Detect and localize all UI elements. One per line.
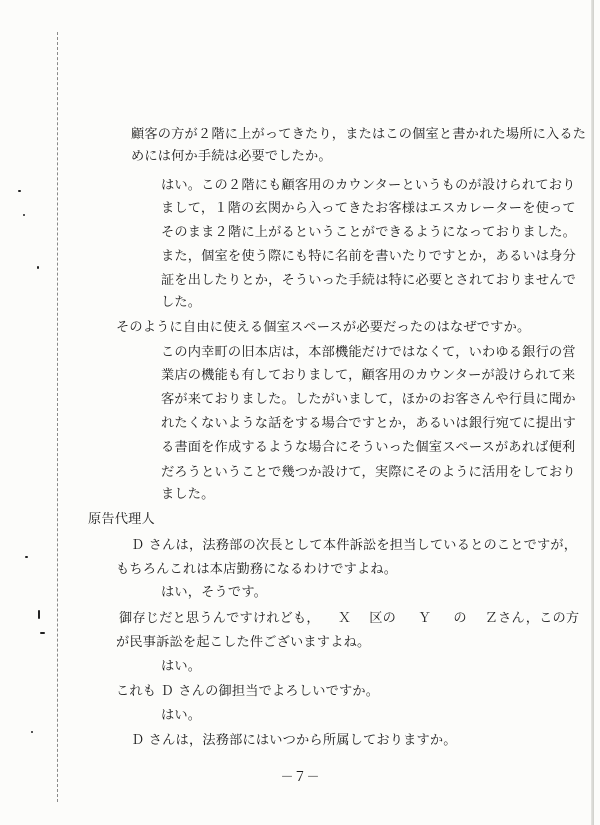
text-line: だろうということで幾つか設けて，実際にそのように活用をしており — [161, 465, 576, 480]
text-segment: Ｚさん，この方 — [484, 611, 580, 626]
text-line: はい。 — [161, 659, 202, 674]
text-segment: 区の — [369, 611, 396, 626]
margin-line — [57, 32, 58, 802]
redacted-name: Ｙ — [417, 611, 432, 626]
text-line: 業店の機能も有しておりまして，顧客用のカウンターが設けられて来 — [161, 368, 576, 383]
text-line: もちろんこれは本店勤務になるわけですよね。 — [116, 562, 398, 577]
text-line: れたくないような話をする場合ですとか，あるいは銀行宛てに提出す — [161, 416, 577, 431]
text-line: また，個室を使う際にも特に名前を書いたりですとか，あるいは身分 — [161, 249, 577, 264]
scan-speck — [38, 610, 40, 619]
text-line: る書面を作成するような場合にそういった個室スペースがあれば便利 — [161, 440, 576, 455]
text-line: Ｄ さんは，法務部にはいつから所属しておりますか。 — [131, 733, 457, 748]
text-line: 客が来ておりました。したがいまして，ほかのお客さんや行員に聞か — [161, 392, 576, 407]
text-line: はい。 — [161, 708, 202, 723]
speaker-label: 原告代理人 — [88, 512, 155, 527]
text-line: これも Ｄ さんの御担当でよろしいですか。 — [116, 684, 380, 699]
page-edge — [591, 0, 594, 825]
text-line: まして，１階の玄関から入ってきたお客様はエスカレーターを使って — [161, 201, 576, 216]
scan-speck — [31, 731, 33, 733]
text-line: Ｄ さんは，法務部の次長として本件訴訟を担当しているとのことですが， — [131, 538, 578, 553]
text-line: した。 — [161, 295, 202, 310]
text-line: はい。この２階にも顧客用のカウンターというものが設けられており — [161, 178, 576, 193]
text-line: めには何か手続は必要でしたか。 — [131, 149, 332, 164]
page-number: －７－ — [280, 770, 320, 785]
text-segment: の — [453, 611, 467, 626]
text-line: ました。 — [161, 487, 215, 502]
text-line: 証を出したりとか，そういった手続は特に必要とされておりませんで — [161, 273, 577, 288]
redacted-name: Ｘ — [337, 611, 352, 626]
scan-speck — [18, 190, 21, 192]
text-line: が民事訴訟を起こした件ございますよね。 — [116, 635, 371, 650]
scan-speck — [25, 556, 28, 558]
text-line: はい，そうです。 — [161, 585, 268, 600]
text-line: この内幸町の旧本店は，本部機能だけではなくて，いわゆる銀行の営 — [161, 345, 576, 360]
scan-speck — [37, 266, 39, 269]
scan-speck — [40, 632, 45, 634]
text-segment: 御存じだと思うんですけれども， — [119, 611, 320, 626]
text-line — [119, 612, 579, 625]
text-line: 顧客の方が２階に上がってきたり，またはこの個室と書かれた場所に入るた — [131, 127, 587, 142]
text-line: そのように自由に使える個室スペースが必要だったのはなぜですか。 — [116, 320, 531, 335]
scan-speck — [23, 214, 25, 216]
text-line: そのまま２階に上がるということができるようになっておりました。 — [161, 225, 577, 240]
